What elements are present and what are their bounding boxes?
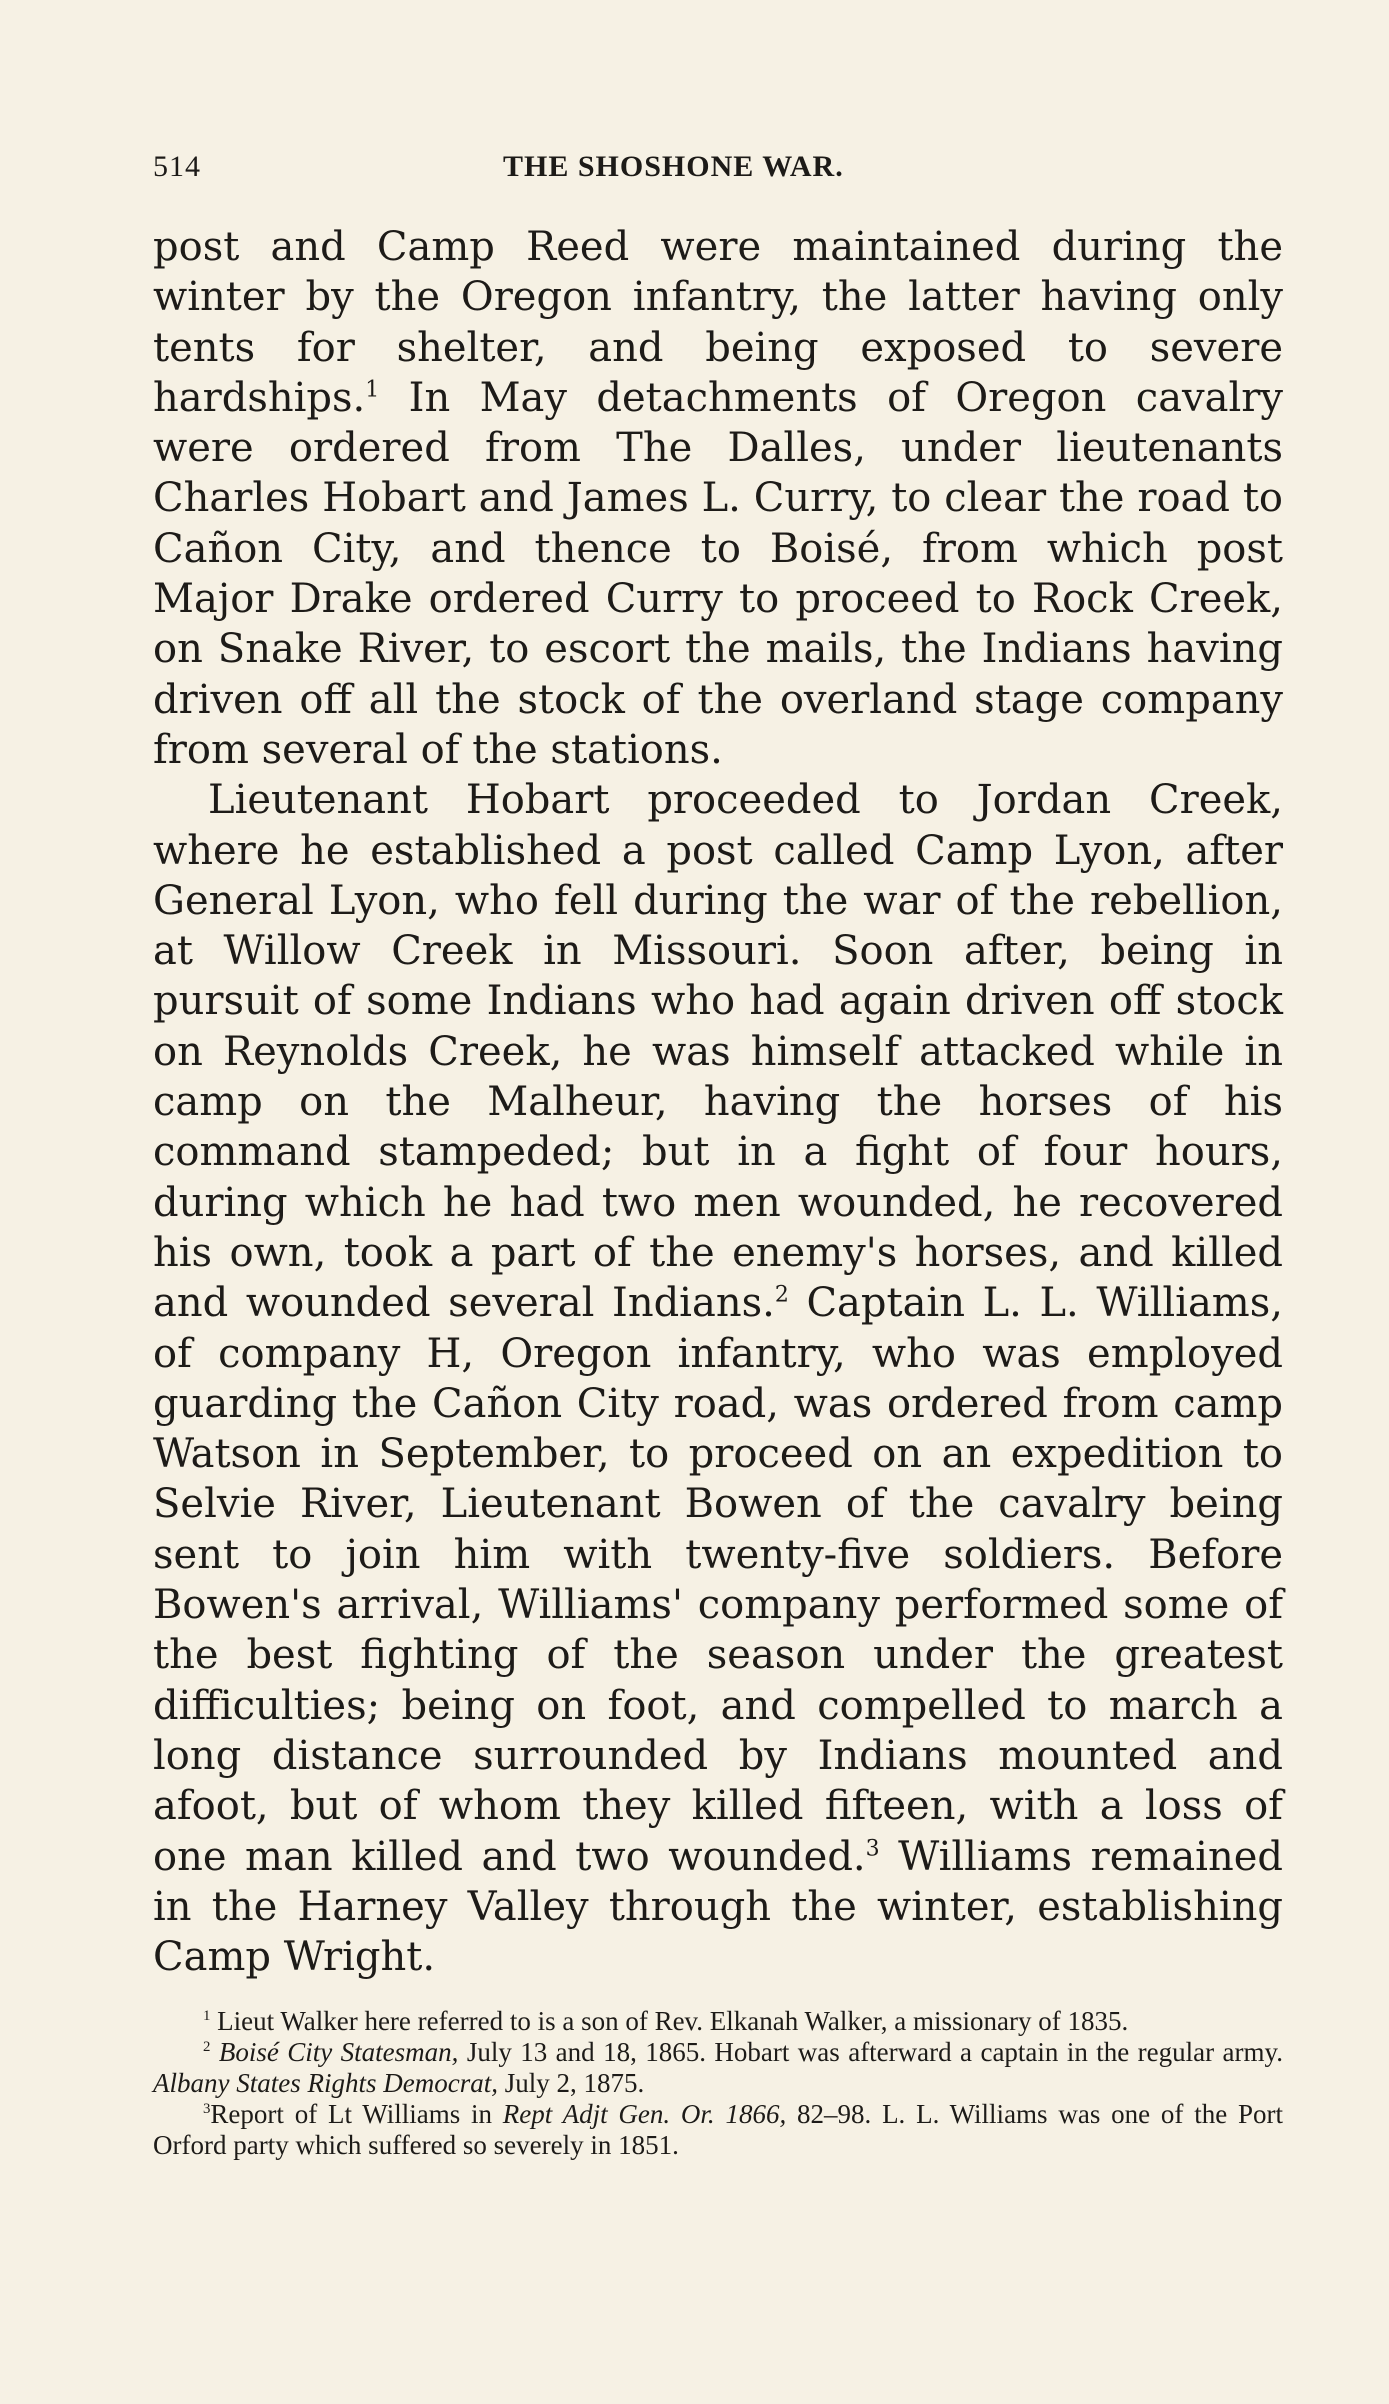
- paragraph-2-text-c: Williams remained in the Harney Valley through the winter, establishing Camp Wright.: [153, 1833, 1284, 1981]
- footnote-marker-1: 1: [203, 2008, 211, 2024]
- running-title: THE SHOSHONE WAR.: [503, 150, 844, 183]
- footnote-3-text-2: 82–98. L. L. Williams was one of the Port Orford party which suffered so severely in 1851.: [153, 2099, 1283, 2160]
- footnote-2-source-2: Albany States Rights Democrat,: [153, 2068, 498, 2098]
- footnote-1-text: Lieut Walker here referred to is a son of Rev. Elkanah Walker, a missionary of 1835.: [210, 2006, 1129, 2036]
- running-head: [153, 150, 1283, 190]
- paragraph-1: [153, 222, 1283, 775]
- paragraph-1-text-a: post and Camp Reed were maintained during the winter by the Oregon infantry, the latter having only tents for shelter, and being exposed to severe hardships.: [153, 224, 1283, 421]
- footnote-3: [153, 2099, 1283, 2161]
- footnote-marker-3: 3: [203, 2101, 211, 2117]
- footnote-marker-2: 2: [203, 2039, 211, 2055]
- footnote-2-text-2: July 2, 1875.: [497, 2068, 645, 2098]
- footnote-ref-1: 1: [365, 377, 380, 403]
- page-number: 514: [153, 150, 201, 183]
- paragraph-2: [153, 775, 1283, 1982]
- footnote-2-text-1: July 13 and 18, 1865. Hobart was afterward a captain in the regular army.: [458, 2037, 1283, 2067]
- paragraph-2-text-b: Captain L. L. Williams, of company H, Oregon infantry, who was employed guarding the Cañon City road, was ordered from camp Watson in September, to proceed on an expedition to Selvie River, Lieutenant Bowen of the cavalry being sent to join him with twenty-five soldiers. Before Bowen's arrival, Williams' company performed some of the best fighting of the season under the greatest difficulties; being on foot, and compelled to march a long distance surrounded by Indians mounted and afoot, but of whom they killed fifteen, with a loss of one man killed and two wounded.: [153, 1280, 1283, 1880]
- paragraph-1-text-b: In May detachments of Oregon cavalry were ordered from The Dalles, under lieutenants Charles Hobart and James L. Curry, to clear the road to Cañon City, and thence to Boisé, from which post Major Drake ordered Curry to proceed to Rock Creek, on Snake River, to escort the mails, the Indians having driven off all the stock of the overland stage company from several of the stations.: [153, 374, 1283, 773]
- footnotes: [153, 2006, 1283, 2161]
- footnote-3-text-1: Report of Lt Williams in: [210, 2099, 503, 2129]
- footnote-3-source: Rept Adjt Gen. Or. 1866,: [502, 2099, 787, 2129]
- footnote-2: [153, 2037, 1283, 2099]
- footnote-ref-3: 3: [865, 1836, 880, 1862]
- footnote-1: [153, 2006, 1283, 2037]
- footnote-ref-2: 2: [774, 1282, 789, 1308]
- body-text: [153, 222, 1283, 1982]
- footnote-2-source-1: Boisé City Statesman,: [218, 2037, 459, 2067]
- paragraph-2-text-a: Lieutenant Hobart proceeded to Jordan Creek, where he established a post called Camp Lyon, after General Lyon, who fell during the war of the rebellion, at Willow Creek in Missouri. Soon after, being in pursuit of some Indians who had again driven off stock on Reynolds Creek, he was himself attacked while in camp on the Malheur, having the horses of his command stampeded; but in a fight of four hours, during which he had two men wounded, he recovered his own, took a part of the enemy's horses, and killed and wounded several Indians.: [153, 777, 1283, 1327]
